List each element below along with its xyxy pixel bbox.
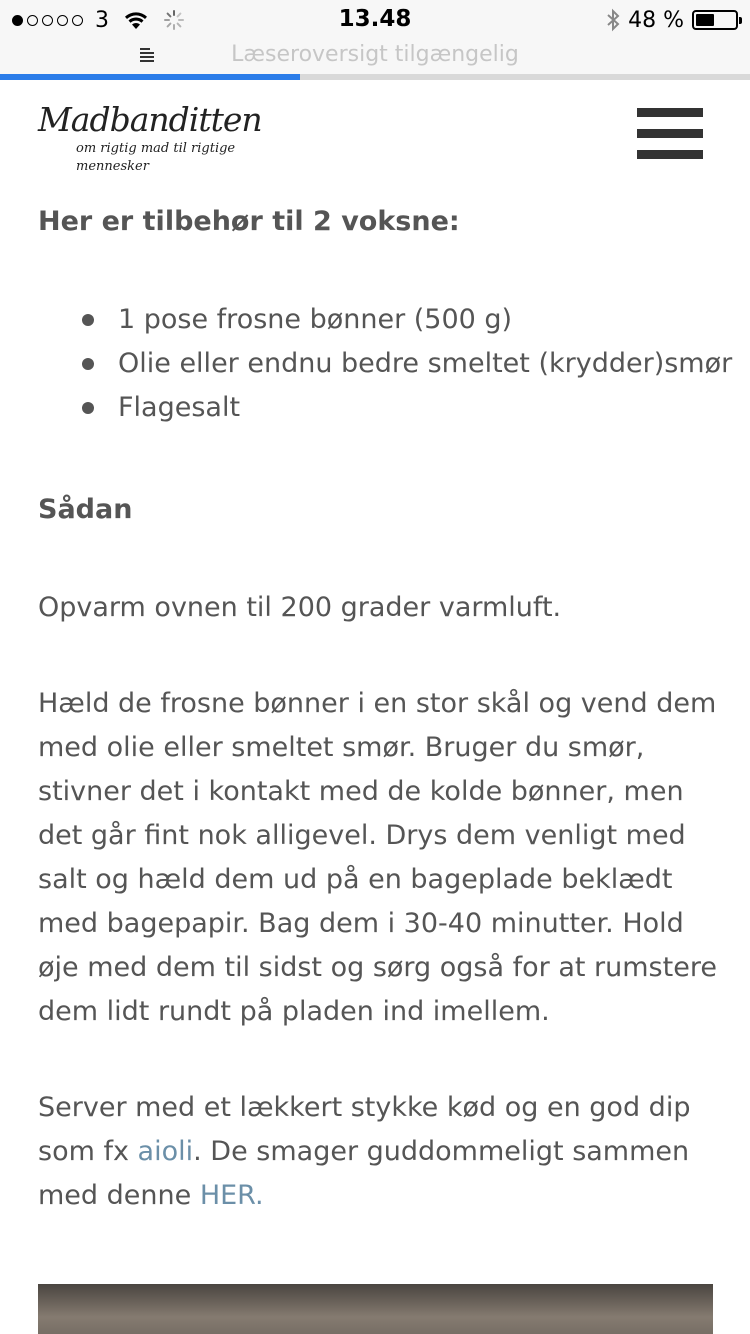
- bluetooth-icon: [606, 8, 620, 32]
- menu-icon[interactable]: [637, 108, 703, 164]
- status-right: [606, 6, 738, 34]
- address-bar-text[interactable]: Læseroversigt tilgængelig: [231, 42, 519, 67]
- method-heading: Sådan: [38, 494, 133, 525]
- aioli-link[interactable]: aioli: [137, 1136, 194, 1167]
- list-item: Olie eller endnu bedre smeltet (krydder)smør: [118, 342, 718, 386]
- serving-text: .: [254, 1180, 264, 1211]
- her-link[interactable]: HER: [199, 1180, 255, 1211]
- serving-text: . De smager guddommeligt sammen med denne: [38, 1136, 690, 1211]
- page-load-progress-fill: [0, 74, 300, 80]
- site-logo[interactable]: [38, 100, 268, 174]
- step-paragraph: Hæld de frosne bønner i en stor skål og vend dem med olie eller smeltet smør. Bruger du smør, stivner det i kontakt med de kolde bønner, men det går fint nok alligevel. Drys dem venligt med salt og hæld dem ud på en bageplade beklædt med bagepapir. Bag dem i 30-40 minutter. Hold øje med dem til sidst og sørg også for at rumstere dem lidt rundt på pladen ind imellem.: [38, 688, 717, 1027]
- article-body: [38, 198, 733, 1218]
- list-item: Flagesalt: [118, 386, 718, 430]
- status-bar: [0, 0, 750, 40]
- serving-text: Server med et lækkert stykke kød og en god dip som fx: [38, 1092, 691, 1167]
- battery-level-fill: [696, 14, 714, 26]
- logo-tagline: om rigtig mad til rigtige mennesker: [76, 141, 236, 174]
- serving-paragraph: [38, 1086, 718, 1218]
- carrier-name: 3: [95, 7, 109, 33]
- ingredients-heading: Her er tilbehør til 2 voksne:: [38, 206, 460, 237]
- list-item: 1 pose frosne bønner (500 g): [118, 298, 718, 342]
- address-bar[interactable]: [0, 40, 750, 74]
- step-paragraph: Opvarm ovnen til 200 grader varmluft.: [38, 592, 562, 623]
- logo-title: Madbanditten: [38, 100, 262, 139]
- article-photo: [38, 1284, 713, 1334]
- battery-icon: [692, 10, 738, 30]
- battery-percent: 48 %: [628, 7, 684, 33]
- ingredients-list: [38, 298, 733, 430]
- clock: 13.48: [338, 6, 412, 32]
- page-load-progress: [0, 74, 750, 80]
